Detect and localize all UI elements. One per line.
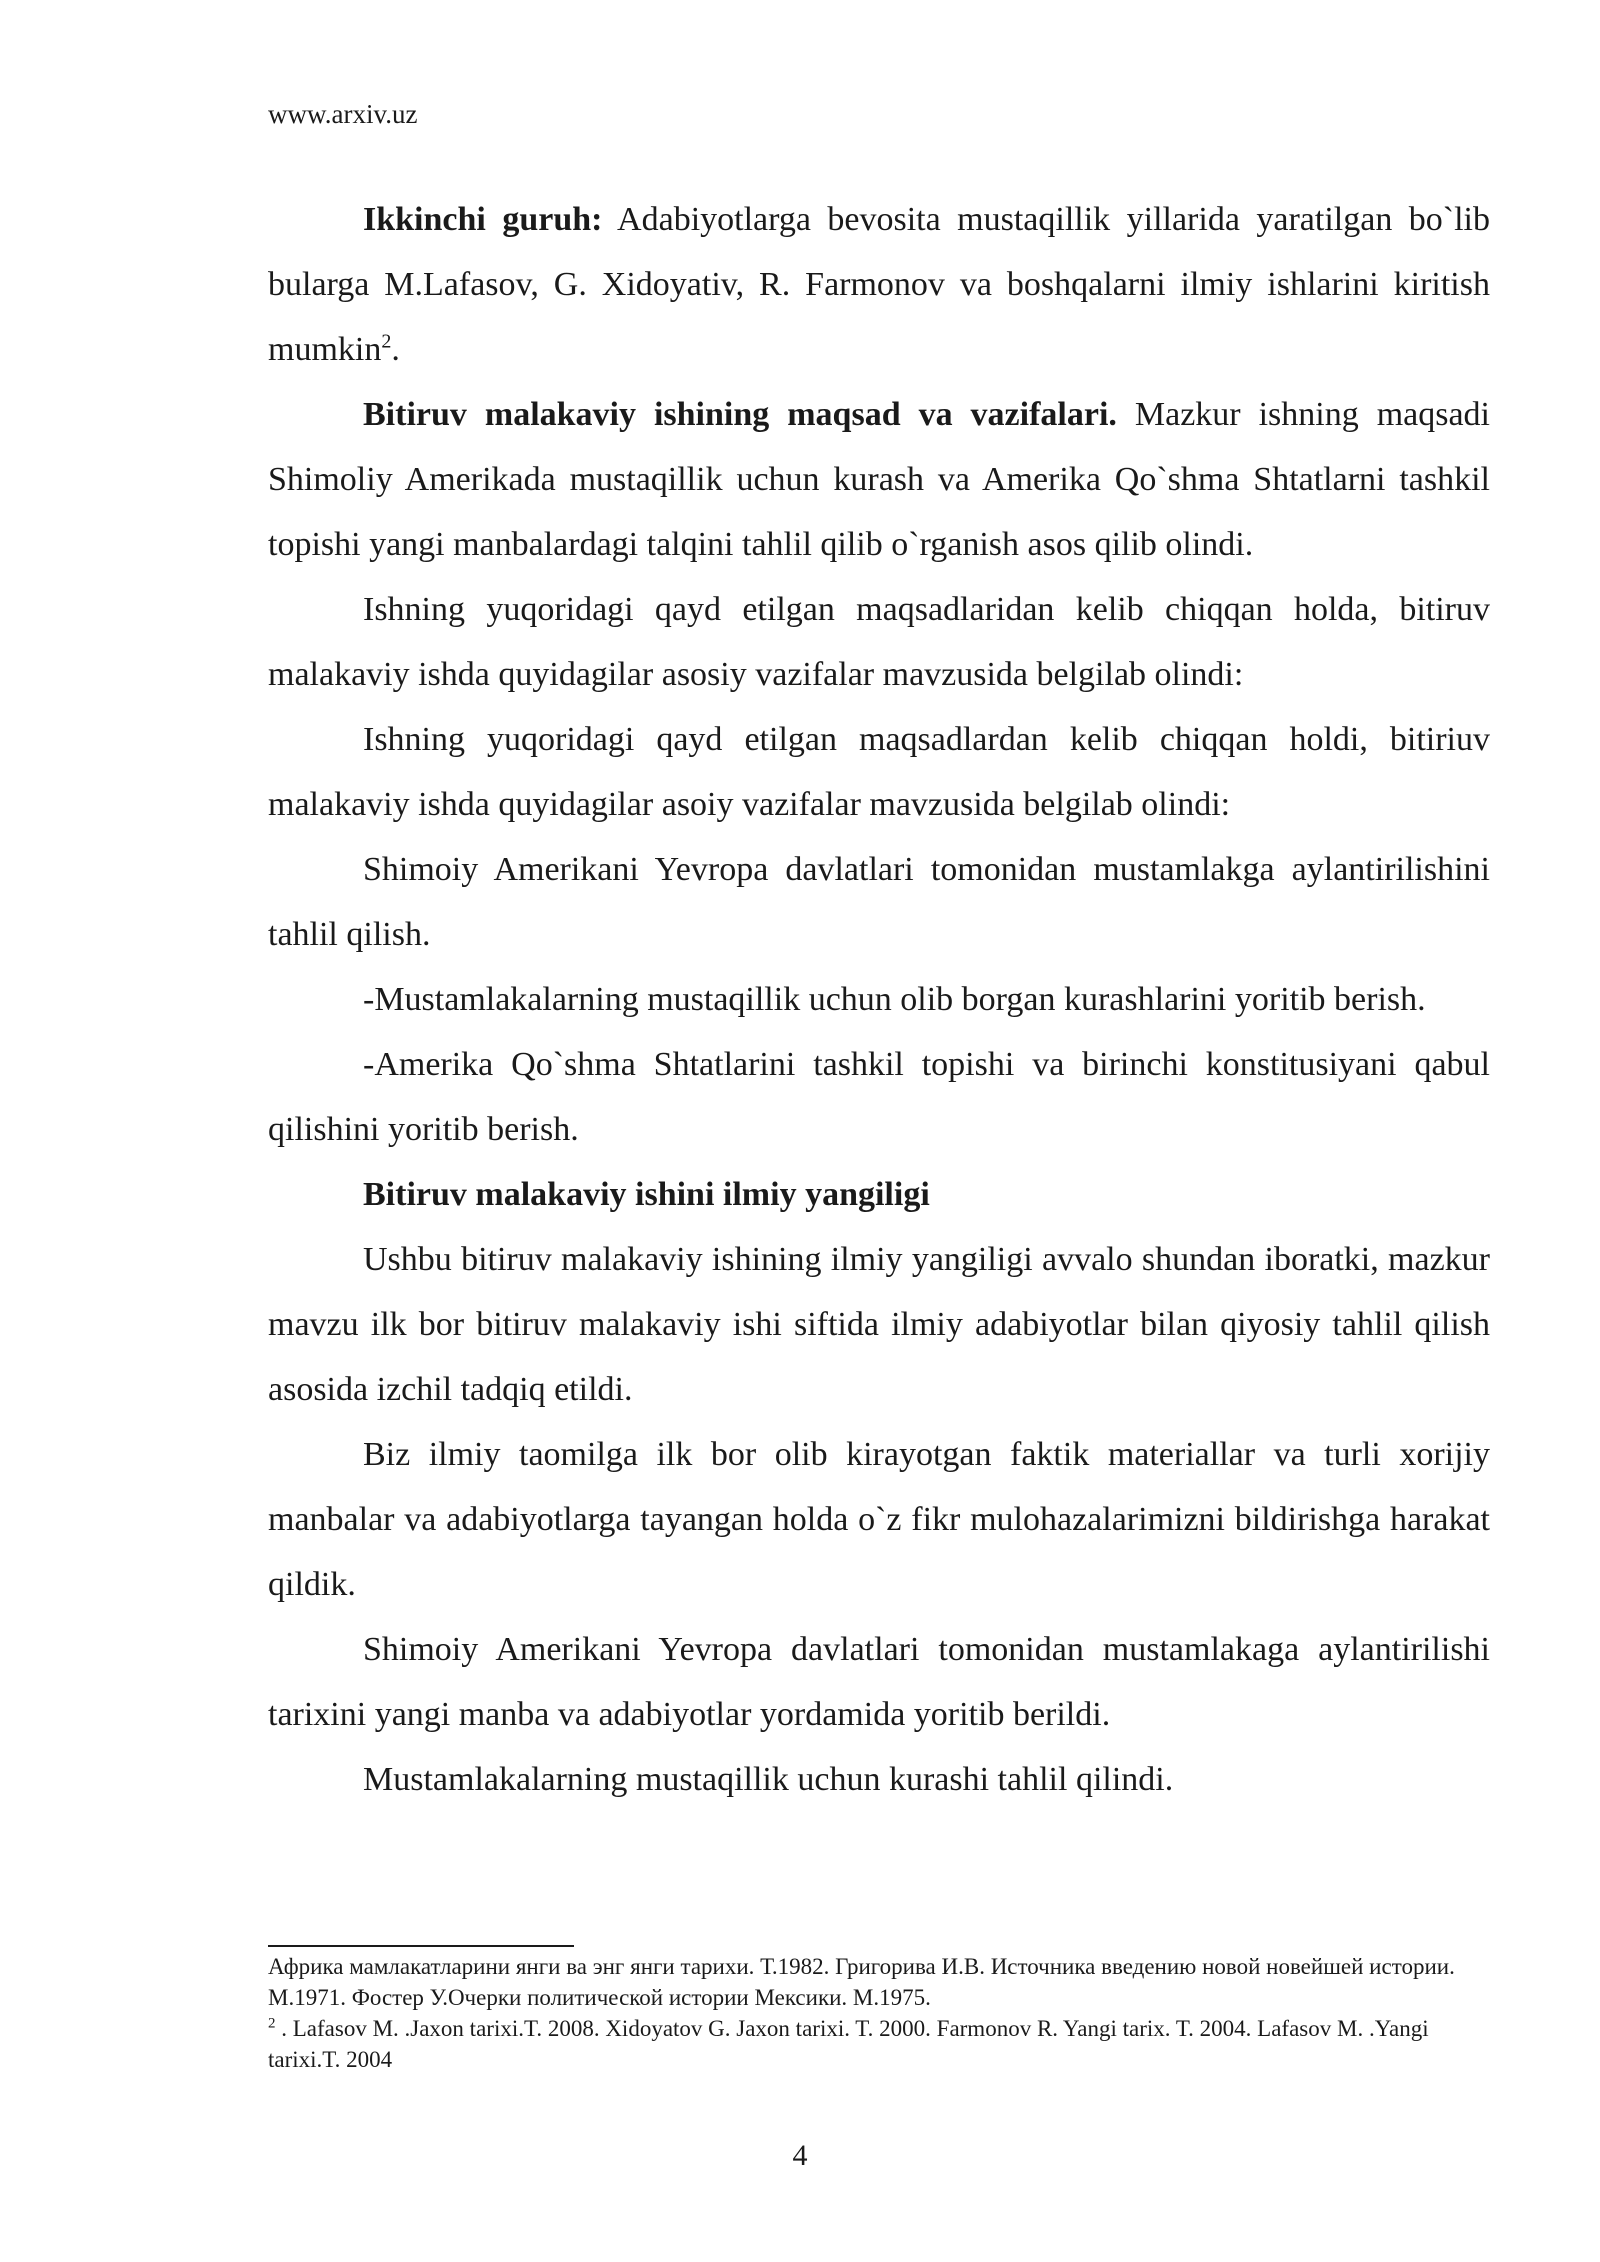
paragraph: Shimoiy Amerikani Yevropa davlatlari tomonidan mustamlakga aylantirilishini tahlil qilish. (268, 851, 1490, 953)
footnote-separator (268, 1945, 574, 1947)
paragraph-ikkinchi-guruh (268, 187, 1490, 382)
paragraph-text: Adabiyotlarga bevosita mustaqillik yillarida yaratilgan bo`lib bularga M.Lafasov, G. Xidoyativ, R. Farmonov va boshqalarni ilmiy ishlarini kiritish mumkin (268, 201, 1490, 368)
paragraph: Ushbu bitiruv malakaviy ishining ilmiy yangiligi avvalo shundan iboratki, mazkur mavzu ilk bor bitiruv malakaviy ishi siftida ilmiy adabiyotlar bilan qiyosiy tahlil qilish asosida izchil tadqiq etildi. (268, 1241, 1490, 1408)
footnote-2 (268, 2013, 1490, 2075)
paragraph: -Amerika Qo`shma Shtatlarini tashkil topishi va birinchi konstitusiyani qabul qilishini yoritib berish. (268, 1046, 1490, 1148)
footnote-number: 2 (268, 2015, 276, 2032)
body-text (268, 187, 1490, 1812)
section-heading (268, 1162, 1490, 1227)
page-header-site: www.arxiv.uz (268, 99, 418, 129)
footnote-1: Африка мамлакатларини янги ва энг янги тарихи. Т.1982. Григорива И.В. Источника введению новой новейшей истории. М.1971. Фостер У.Очерки политической истории Мексики. М.1975. (268, 1954, 1455, 2010)
footnotes (268, 1951, 1490, 2075)
paragraph-text: Mazkur ishning maqsadi Shimoliy Amerikada mustaqillik uchun kurash va Amerika Qo`shma Shtatlarni tashkil topishi yangi manbalardagi talqini tahlil qilib o`rganish asos qilib olindi. (268, 396, 1490, 563)
page-number: 4 (792, 2139, 808, 2172)
paragraph: Shimoiy Amerikani Yevropa davlatlari tomonidan mustamlakaga aylantirilishi tarixini yangi manba va adabiyotlar yordamida yoritib berildi. (268, 1631, 1490, 1733)
paragraph-lead: Bitiruv malakaviy ishining maqsad va vazifalari. (363, 396, 1117, 433)
paragraph: Mustamlakalarning mustaqillik uchun kurashi tahlil qilindi. (363, 1761, 1174, 1798)
paragraph-maqsad-vazifalar (268, 382, 1490, 577)
section-heading-text: Bitiruv malakaviy ishini ilmiy yangiligi (363, 1176, 930, 1213)
footnote-ref: 2 (381, 330, 392, 353)
paragraph-lead: Ikkinchi guruh: (363, 201, 603, 238)
paragraph: Ishning yuqoridagi qayd etilgan maqsadlaridan kelib chiqqan holda, bitiruv malakaviy ishda quyidagilar asosiy vazifalar mavzusida belgilab olindi: (268, 591, 1490, 693)
paragraph-end: . (391, 331, 400, 368)
footnote-text: . Lafasov M. .Jaxon tarixi.T. 2008. Xidoyatov G. Jaxon tarixi. T. 2000. Farmonov R. Yangi tarix. T. 2004. Lafasov M. .Yangi tarixi.T. 2004 (268, 2016, 1429, 2072)
paragraph: -Mustamlakalarning mustaqillik uchun olib borgan kurashlarini yoritib berish. (363, 981, 1426, 1018)
paragraph: Biz ilmiy taomilga ilk bor olib kirayotgan faktik materiallar va turli xorijiy manbalar va adabiyotlarga tayangan holda o`z fikr mulohazalarimizni bildirishga harakat qildik. (268, 1436, 1490, 1603)
paragraph: Ishning yuqoridagi qayd etilgan maqsadlardan kelib chiqqan holdi, bitiriuv malakaviy ishda quyidagilar asoiy vazifalar mavzusida belgilab olindi: (268, 721, 1490, 823)
